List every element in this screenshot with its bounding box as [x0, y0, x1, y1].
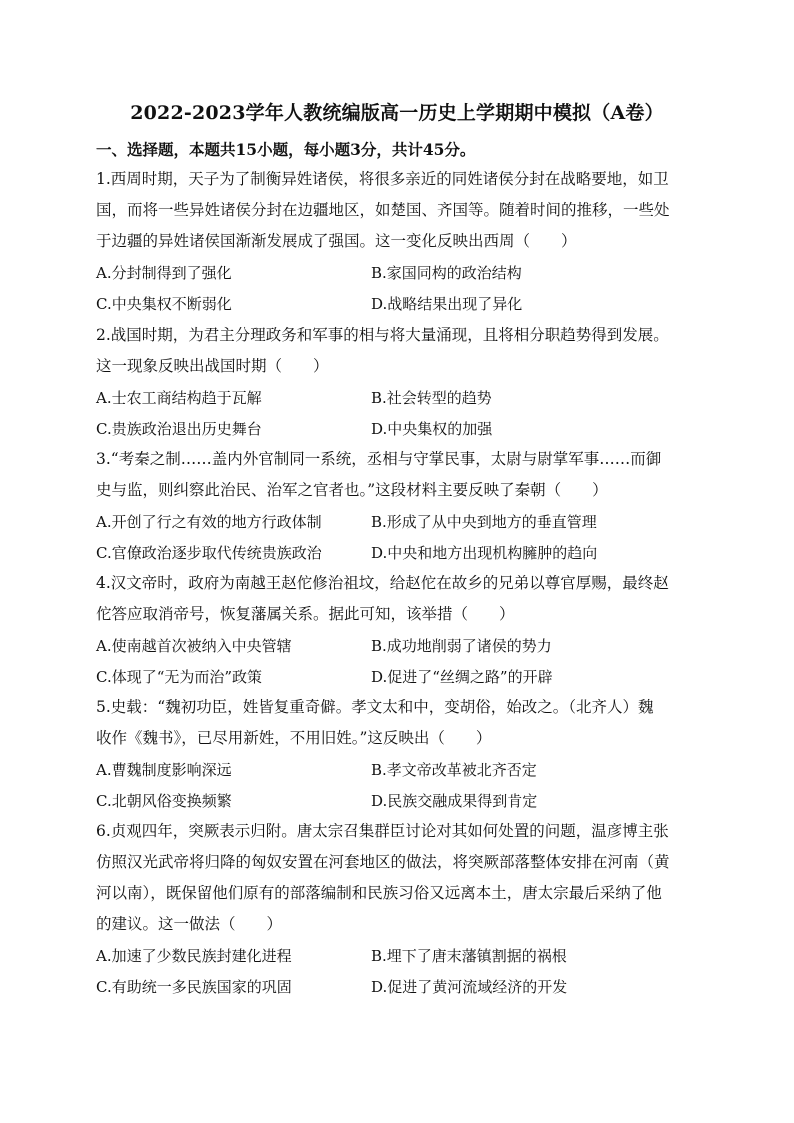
- question-line: 仿照汉光武帝将归降的匈奴安置在河套地区的做法，将突厥部落整体安排在河南（黄: [96, 853, 670, 871]
- option-d[interactable]: D.中央集权的加强: [371, 420, 493, 438]
- question-2-options: [96, 382, 696, 444]
- option-a[interactable]: A.开创了行之有效的地方行政体制: [96, 513, 322, 531]
- question-line: 佗答应取消帝号，恢复藩属关系。据此可知，该举措（ ）: [96, 605, 515, 623]
- option-row: [96, 785, 696, 816]
- option-row: [96, 382, 696, 413]
- option-c[interactable]: C.中央集权不断弱化: [96, 295, 232, 313]
- option-d[interactable]: D.民族交融成果得到肯定: [371, 792, 538, 810]
- option-row: [96, 537, 696, 568]
- question-line: 的建议。这一做法（ ）: [96, 915, 283, 933]
- option-row: [96, 754, 696, 785]
- option-c[interactable]: C.体现了“无为而治”政策: [96, 668, 263, 686]
- question-1: [96, 164, 696, 257]
- option-c[interactable]: C.有助统一多民族国家的巩固: [96, 978, 292, 996]
- option-a[interactable]: A.加速了少数民族封建化进程: [96, 947, 292, 965]
- option-row: [96, 940, 696, 971]
- question-6: [96, 816, 696, 940]
- question-line: 于边疆的异姓诸侯国渐渐发展成了强国。这一变化反映出西周（ ）: [96, 232, 577, 250]
- option-b[interactable]: B.成功地削弱了诸侯的势力: [371, 637, 552, 655]
- question-5-options: [96, 754, 696, 816]
- question-line: 2.战国时期，为君主分理政务和军事的相与将大量涌现，且将相分职趋势得到发展。: [96, 326, 669, 344]
- option-d[interactable]: D.促进了“丝绸之路”的开辟: [371, 668, 553, 686]
- question-3: [96, 444, 696, 506]
- question-1-options: [96, 257, 696, 319]
- option-a[interactable]: A.使南越首次被纳入中央管辖: [96, 637, 292, 655]
- question-line: 1.西周时期，天子为了制衡异姓诸侯，将很多亲近的同姓诸侯分封在战略要地，如卫: [96, 170, 669, 188]
- option-c[interactable]: C.北朝风俗变换频繁: [96, 792, 232, 810]
- question-line: 国，而将一些异姓诸侯分封在边疆地区，如楚国、齐国等。随着时间的推移，一些处: [96, 201, 670, 219]
- option-a[interactable]: A.曹魏制度影响深远: [96, 761, 232, 779]
- option-row: [96, 257, 696, 288]
- option-b[interactable]: B.家国同构的政治结构: [371, 264, 522, 282]
- question-line: 5.史载：“魏初功臣，姓皆复重奇僻。孝文太和中，变胡俗，始改之。（北齐人）魏: [96, 698, 654, 716]
- option-a[interactable]: A.士农工商结构趋于瓦解: [96, 389, 262, 407]
- option-row: [96, 661, 696, 692]
- exam-title: 2022-2023学年人教统编版高一历史上学期期中模拟（A卷）: [130, 102, 664, 124]
- question-4: [96, 568, 696, 630]
- option-d[interactable]: D.促进了黄河流域经济的开发: [371, 978, 568, 996]
- question-3-options: [96, 506, 696, 568]
- option-c[interactable]: C.官僚政治逐步取代传统贵族政治: [96, 544, 322, 562]
- question-4-options: [96, 630, 696, 692]
- question-line: 收作《魏书》，已尽用新姓，不用旧姓。”这反映出（ ）: [96, 729, 492, 747]
- option-row: [96, 971, 696, 1002]
- option-row: [96, 288, 696, 319]
- option-b[interactable]: B.孝文帝改革被北齐否定: [371, 761, 537, 779]
- question-line: 6.贞观四年，突厥表示归附。唐太宗召集群臣讨论对其如何处置的问题，温彦博主张: [96, 822, 669, 840]
- question-line: 这一现象反映出战国时期（ ）: [96, 357, 329, 375]
- question-line: 河以南），既保留他们原有的部落编制和民族习俗又远离本土，唐太宗最后采纳了他: [96, 884, 662, 902]
- question-5: [96, 692, 696, 754]
- option-b[interactable]: B.社会转型的趋势: [371, 389, 492, 407]
- option-b[interactable]: B.埋下了唐末藩镇割据的祸根: [371, 947, 567, 965]
- question-6-options: [96, 940, 696, 1002]
- question-2: [96, 320, 696, 382]
- section-heading: 一、选择题，本题共15小题，每小题3分，共计45分。: [96, 140, 476, 159]
- option-c[interactable]: C.贵族政治退出历史舞台: [96, 420, 262, 438]
- option-a[interactable]: A.分封制得到了强化: [96, 264, 232, 282]
- option-row: [96, 630, 696, 661]
- question-line: 4.汉文帝时，政府为南越王赵佗修治祖坟，给赵佗在故乡的兄弟以尊官厚赐，最终赵: [96, 574, 669, 592]
- option-row: [96, 413, 696, 444]
- option-b[interactable]: B.形成了从中央到地方的垂直管理: [371, 513, 597, 531]
- option-d[interactable]: D.中央和地方出现机构臃肿的趋向: [371, 544, 598, 562]
- question-line: 史与监，则纠察此治民、治军之官者也。”这段材料主要反映了秦朝（ ）: [96, 481, 608, 499]
- question-line: 3.“考秦之制……盖内外官制同一系统，丞相与守掌民事，太尉与尉掌军事……而御: [96, 450, 662, 468]
- option-row: [96, 506, 696, 537]
- option-d[interactable]: D.战略结果出现了异化: [371, 295, 523, 313]
